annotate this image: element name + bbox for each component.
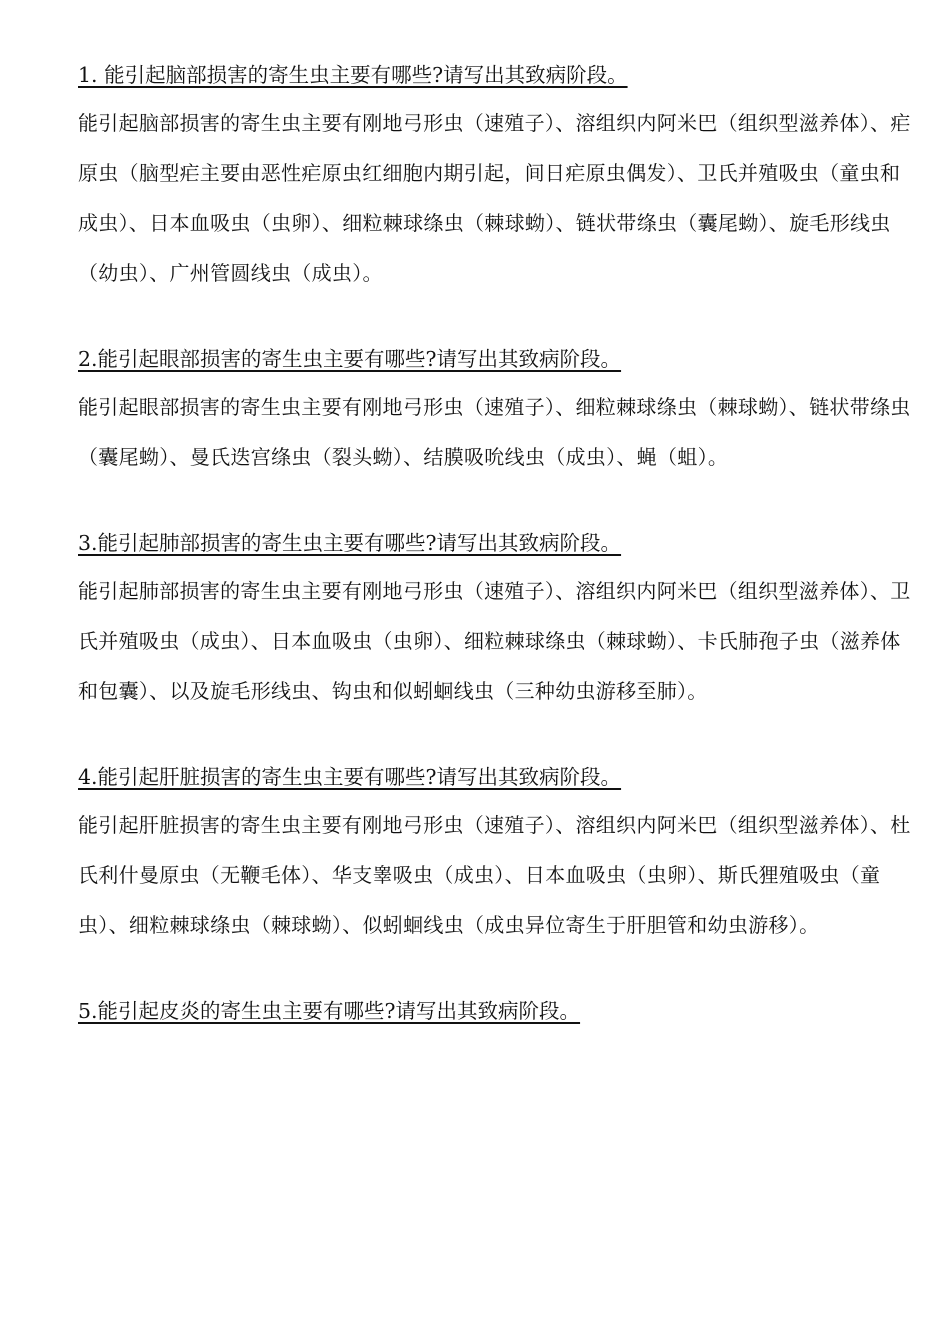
question-heading: 5.能引起皮炎的寄生虫主要有哪些?请写出其致病阶段。: [78, 999, 581, 1023]
answer-text: 能引起肺部损害的寄生虫主要有刚地弓形虫（速殖子）、溶组织内阿米巴（组织型滋养体）、卫氏并殖吸虫（成虫）、日本血吸虫（虫卵）、细粒棘球绦虫（棘球蚴）、卡氏肺孢子虫（滋养体和包囊）、以及旋毛形线虫、钩虫和似蚓蛔线虫（三种幼虫游移至肺）。: [78, 579, 911, 703]
question-heading: 3.能引起肺部损害的寄生虫主要有哪些?请写出其致病阶段。: [78, 531, 622, 555]
qa-item-4: [78, 762, 920, 950]
qa-item-2: [78, 344, 920, 482]
answer-text: 能引起脑部损害的寄生虫主要有刚地弓形虫（速殖子）、溶组织内阿米巴（组织型滋养体）、疟原虫（脑型疟主要由恶性疟原虫红细胞内期引起，间日疟原虫偶发）、卫氏并殖吸虫（童虫和成虫）、日本血吸虫（虫卵）、细粒棘球绦虫（棘球蚴）、链状带绦虫（囊尾蚴）、旋毛形线虫（幼虫）、广州管圆线虫（成虫）。: [78, 111, 911, 285]
answer-text: 能引起眼部损害的寄生虫主要有刚地弓形虫（速殖子）、细粒棘球绦虫（棘球蚴）、链状带绦虫（囊尾蚴）、曼氏迭宫绦虫（裂头蚴）、结膜吸吮线虫（成虫）、蝇（蛆）。: [78, 395, 911, 469]
answer-text: 能引起肝脏损害的寄生虫主要有刚地弓形虫（速殖子）、溶组织内阿米巴（组织型滋养体）、杜氏利什曼原虫（无鞭毛体）、华支睾吸虫（成虫）、日本血吸虫（虫卵）、斯氏狸殖吸虫（童虫）、细粒棘球绦虫（棘球蚴）、似蚓蛔线虫（成虫异位寄生于肝胆管和幼虫游移）。: [78, 813, 911, 937]
qa-item-3: [78, 528, 920, 716]
question-heading: 4.能引起肝脏损害的寄生虫主要有哪些?请写出其致病阶段。: [78, 765, 622, 789]
question-heading: 1. 能引起脑部损害的寄生虫主要有哪些?请写出其致病阶段。: [78, 63, 628, 87]
qa-item-1: [78, 60, 920, 298]
qa-item-5: [78, 996, 920, 1034]
question-heading: 2.能引起眼部损害的寄生虫主要有哪些?请写出其致病阶段。: [78, 347, 622, 371]
